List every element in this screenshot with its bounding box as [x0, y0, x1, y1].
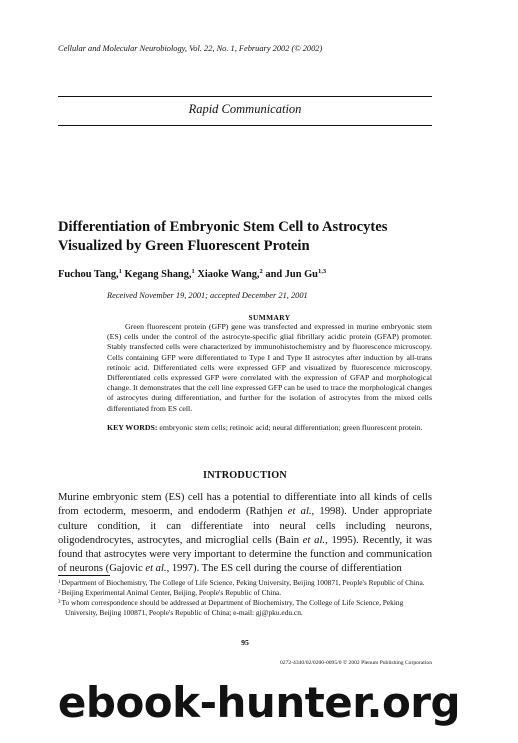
introduction-text: [58, 491, 432, 577]
page-number: 95: [241, 638, 249, 647]
header-rule-bottom: [58, 125, 432, 126]
introduction-heading: INTRODUCTION: [203, 470, 287, 481]
author-name: Fuchou Tang,: [58, 269, 119, 280]
author-affiliation-mark: 1,3: [317, 268, 327, 275]
author-affiliation-mark: 2: [259, 268, 263, 275]
author-affiliation-mark: 1: [118, 268, 122, 275]
footnote-mark: 2: [58, 590, 61, 595]
footnote: [58, 588, 434, 598]
summary-text: Green fluorescent protein (GFP) gene was transfected and expressed in murine embryonic stem (ES) cells under the control of the astrocyte-specific glial fibrillary acidic protein (GFAP) promoter. Stably transfected cells were characterized by immunohistochemistry and by fluorescence microscopy. Cells containing GFP were differentiated to Type I and Type II astrocytes after induction by all-trans retinoic acid. Differentiated cells were expressed GFP and visualized by fluorescence microscopy. Differentiated cells expressed GFP were correlated with the expression of GFAP and morphological change. It demonstrates that the cell line expressed GFP can be used to trace the morphological changes of astrocytes during differentiation, and further for the isolation of astrocytes from the mixed cells differentiated from ES cell.: [107, 322, 432, 413]
author-name: Xiaoke Wang,: [197, 269, 260, 280]
intro-segment-italic: et al.: [145, 563, 167, 575]
keywords-text: embryonic stem cells; retinoic acid; neural differentiation; green fluorescent protein.: [157, 423, 423, 432]
author-list: [58, 269, 326, 280]
footnote: [58, 598, 434, 617]
intro-segment: , 1995). Recently, it was found that astrocytes were very important to determine the function and communication of neurons (Gajovic: [58, 534, 432, 575]
author-affiliation-mark: 1: [191, 268, 195, 275]
intro-segment-italic: et al.: [302, 534, 326, 546]
article-title-line: Differentiation of Embryonic Stem Cell to Astrocytes: [58, 219, 388, 235]
article-title-line: Visualized by Green Fluorescent Protein: [58, 238, 310, 254]
intro-segment: Murine embryonic stem (ES) cell has a potential to differentiate into all kinds of cells from ectoderm, mesoerm, and endoderm (Rathjen: [58, 492, 432, 518]
author-name: Kegang Shang,: [124, 269, 192, 280]
watermark-text: ebook-hunter.org: [57, 678, 461, 727]
footnote-text: To whom correspondence should be addressed at Department of Biochemistry, The College of Life Science, Peking University, Beijing 100871, People's Republic of China; e-mail: gj@pku.edu.cn.: [61, 598, 404, 617]
section-label: Rapid Communication: [188, 102, 302, 116]
footnote-text: Department of Biochemistry, The College of Life Science, Peking University, Beijing 100871, People's Republic of China.: [61, 578, 425, 587]
footnote-rule: [58, 575, 110, 576]
summary-heading: SUMMARY: [248, 313, 291, 322]
intro-segment: , 1998). Under appropriate culture condition, it can differentiate into neural cells including neurons, oligodendrocytes, astrocytes, and microglial cells (Bain: [58, 506, 432, 546]
journal-citation: Cellular and Molecular Neurobiology, Vol. 22, No. 1, February 2002 (© 2002): [58, 44, 323, 53]
footnote-text: Beijing Experimental Animal Center, Beijing, People's Republic of China.: [61, 588, 282, 597]
footnote-mark: 3: [58, 600, 61, 605]
copyright-line: 0272-4340/02/0200-0095/0 © 2002 Plenum Publishing Corporation: [279, 660, 432, 666]
keywords-label: KEY WORDS:: [107, 423, 158, 432]
footnotes: [58, 578, 434, 618]
intro-segment: , 1997). The ES cell during the course of differentiation: [166, 563, 402, 575]
article-title: [58, 218, 448, 256]
footnote: [58, 578, 434, 588]
footnote-mark: 1: [58, 580, 61, 585]
header-rule-top: [58, 96, 432, 97]
author-name: and Jun Gu: [265, 269, 318, 280]
intro-segment-italic: et al.: [287, 506, 312, 518]
keywords: [107, 423, 432, 433]
received-dates: Received November 19, 2001; accepted December 21, 2001: [107, 291, 308, 300]
